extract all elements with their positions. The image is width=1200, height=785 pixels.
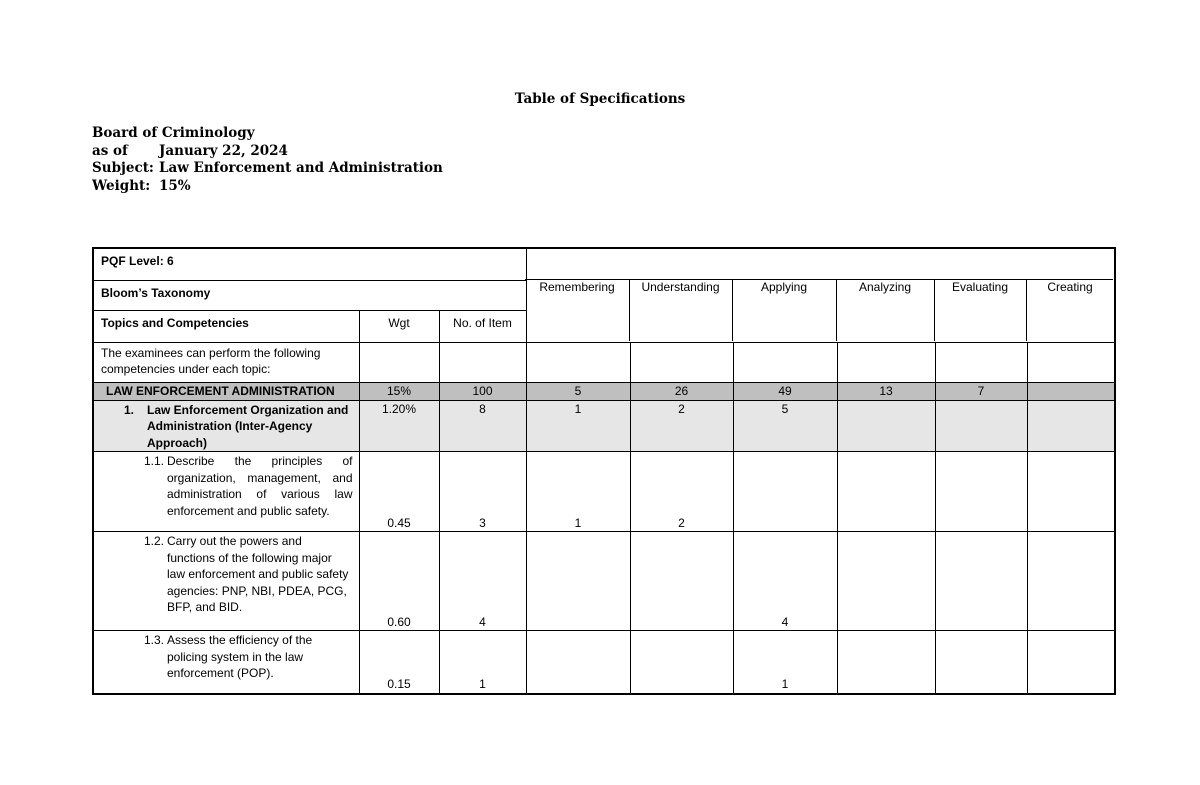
competency-label-cell [93, 532, 359, 631]
competency-remembering [526, 631, 630, 694]
competency-label: Carry out the powers and functions of the following major law enforcement and public safety agencies: PNP, NBI, PDEA, PCG, BFP, and BID. [167, 534, 349, 614]
competency-label-cell [93, 452, 359, 532]
competency-number: 1.3. [144, 633, 165, 647]
competency-row [93, 631, 1115, 694]
competency-remembering: 1 [526, 452, 630, 532]
topic-items: 8 [439, 400, 526, 452]
competency-wgt: 0.15 [359, 631, 439, 694]
competency-items: 3 [439, 452, 526, 532]
competency-applying: 1 [733, 631, 837, 694]
topics-competencies-label: Topics and Competencies [93, 310, 359, 342]
intro-text: The examinees can perform the following competencies under each topic: [93, 342, 359, 382]
board-name: Board of Criminology [92, 125, 255, 141]
level-remembering: Remembering [539, 280, 615, 294]
topic-label-cell [93, 400, 359, 452]
competency-label: Describe the principles of organization, management, and administration of various law enforcement and public safety. [167, 454, 353, 518]
section-wgt: 15% [359, 382, 439, 400]
level-applying: Applying [760, 280, 808, 294]
topic-understanding: 2 [630, 400, 733, 452]
topic-number: 1. [124, 402, 135, 417]
meta-value: January 22, 2024 [159, 142, 288, 159]
section-evaluating: 7 [935, 382, 1027, 400]
competency-row [93, 532, 1115, 631]
meta-row-date [92, 143, 443, 161]
competency-label: Assess the efficiency of the policing system in the law enforcement (POP). [167, 633, 313, 680]
section-applying: 49 [733, 382, 837, 400]
meta-key: Subject: [92, 160, 154, 176]
meta-row-weight [92, 178, 443, 196]
bloom-taxonomy-label: Bloom’s Taxonomy [93, 280, 526, 310]
section-understanding: 26 [630, 382, 733, 400]
competency-wgt: 0.60 [359, 532, 439, 631]
section-remembering: 5 [526, 382, 630, 400]
meta-row-subject [92, 160, 443, 178]
competency-remembering [526, 532, 630, 631]
topic-row [93, 400, 1115, 452]
intro-row [93, 342, 1115, 382]
topic-remembering: 1 [526, 400, 630, 452]
competency-row [93, 452, 1115, 532]
meta-key: Weight: [92, 177, 151, 194]
section-items: 100 [439, 382, 526, 400]
competency-understanding: 2 [630, 452, 733, 532]
level-analyzing: Analyzing [858, 280, 912, 294]
competency-label-cell [93, 631, 359, 694]
competency-items: 4 [439, 532, 526, 631]
section-row [93, 382, 1115, 400]
topic-wgt: 1.20% [359, 400, 439, 452]
meta-value: Law Enforcement and Administration [159, 160, 443, 176]
level-creating: Creating [1047, 280, 1093, 294]
competency-applying [733, 452, 837, 532]
competency-applying: 4 [733, 532, 837, 631]
competency-items: 1 [439, 631, 526, 694]
topic-applying: 5 [733, 400, 837, 452]
items-header: No. of Item [439, 310, 526, 342]
meta-key: as of [92, 142, 128, 159]
competency-understanding [630, 631, 733, 694]
pqf-level-label: PQF Level: 6 [93, 248, 526, 280]
level-understanding: Understanding [641, 280, 720, 294]
section-label: LAW ENFORCEMENT ADMINISTRATION [93, 382, 359, 400]
taxonomy-levels-overlay [525, 279, 1114, 341]
section-creating [1027, 382, 1115, 400]
meta-value: 15% [159, 177, 191, 194]
competency-number: 1.2. [144, 534, 165, 548]
topic-label: Law Enforcement Organization and Administration (Inter-Agency Approach) [147, 402, 349, 450]
document-meta [92, 125, 443, 195]
pqf-row [93, 248, 1115, 280]
level-evaluating: Evaluating [951, 280, 1009, 294]
competency-understanding [630, 532, 733, 631]
competency-number: 1.1. [144, 454, 165, 468]
competency-wgt: 0.45 [359, 452, 439, 532]
document-title: Table of Specifications [514, 91, 686, 107]
wgt-header: Wgt [359, 310, 439, 342]
section-analyzing: 13 [837, 382, 935, 400]
